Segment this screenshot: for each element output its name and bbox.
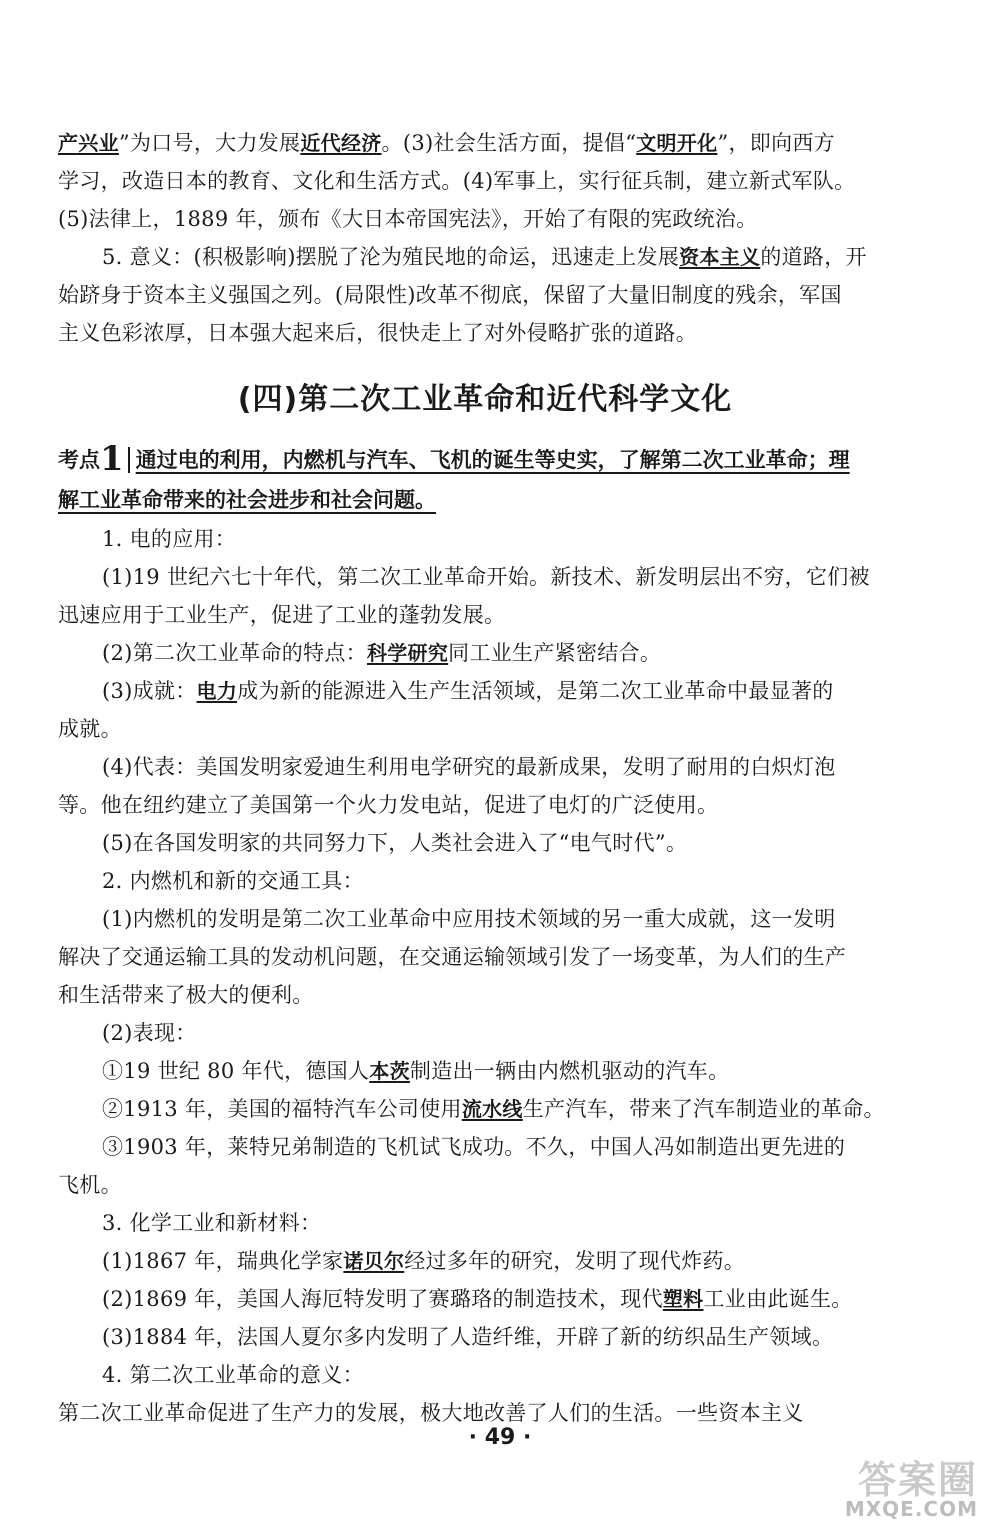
text: 成为新的能源进入生产生活领域，是第二次工业革命中最显著的 bbox=[237, 679, 834, 703]
keyword: 诺贝尔 bbox=[343, 1249, 405, 1273]
paragraph-line: 主义色彩浓厚，日本强大起来后，很快走上了对外侵略扩张的道路。 bbox=[58, 321, 697, 345]
kaodian-number: 1 bbox=[100, 439, 124, 479]
paragraph-line bbox=[58, 672, 912, 710]
text: ②1913 年，美国的福特汽车公司使用 bbox=[102, 1097, 462, 1121]
page-number: · 49 · bbox=[468, 1425, 532, 1450]
paragraph-line: 迅速应用于工业生产，促进了工业的蓬勃发展。 bbox=[58, 603, 506, 627]
heading-significance: 4. 第二次工业革命的意义： bbox=[102, 1363, 364, 1387]
text: (3)成就： bbox=[102, 679, 197, 703]
section-title: (四)第二次工业革命和近代科学文化 bbox=[237, 382, 733, 417]
kaodian-divider bbox=[128, 447, 130, 473]
paragraph-line: (5)法律上，1889 年，颁布《大日本帝国宪法》，开始了有限的宪政统治。 bbox=[58, 207, 758, 231]
heading-chemistry: 3. 化学工业和新材料： bbox=[102, 1211, 322, 1235]
paragraph-line bbox=[58, 124, 912, 162]
text: 。(3)社会生活方面，提倡“ bbox=[381, 131, 637, 155]
text: ”为口号，大力发展 bbox=[118, 131, 301, 155]
paragraph-line: 成就。 bbox=[58, 717, 122, 741]
text: (2)第二次工业革命的特点： bbox=[102, 641, 367, 665]
paragraph-line bbox=[58, 634, 912, 672]
keyword: 文明开化 bbox=[636, 131, 718, 155]
paragraph-line: (5)在各国发明家的共同努力下，人类社会进入了“电气时代”。 bbox=[102, 831, 688, 855]
kaodian-badge bbox=[58, 440, 130, 480]
keyword: 科学研究 bbox=[366, 641, 449, 665]
paragraph-line: (1)19 世纪六七十年代，第二次工业革命开始。新技术、新发明层出不穷，它们被 bbox=[102, 565, 870, 589]
keyword: 产兴业 bbox=[58, 131, 119, 155]
watermark-text: 答案圈 bbox=[857, 1458, 978, 1502]
text: 同工业生产紧密结合。 bbox=[448, 641, 662, 665]
text: 制造出一辆由内燃机驱动的汽车。 bbox=[409, 1059, 730, 1083]
keyword: 塑料 bbox=[662, 1287, 704, 1311]
keyword: 近代经济 bbox=[300, 131, 382, 155]
text: 经过多年的研究，发明了现代炸药。 bbox=[404, 1249, 746, 1273]
kaodian-heading bbox=[58, 440, 912, 480]
keyword: 本茨 bbox=[369, 1059, 410, 1083]
paragraph-line: 飞机。 bbox=[58, 1173, 122, 1197]
watermark-logo bbox=[836, 1449, 986, 1521]
paragraph-line: 和生活带来了极大的便利。 bbox=[58, 983, 314, 1007]
text: (2)1869 年，美国人海厄特发明了赛璐珞的制造技术，现代 bbox=[102, 1287, 663, 1311]
kaodian-label: 考点 bbox=[58, 448, 100, 472]
heading-electricity: 1. 电的应用： bbox=[102, 527, 237, 551]
text: 工业由此诞生。 bbox=[703, 1287, 853, 1311]
keyword: 电力 bbox=[196, 679, 238, 703]
paragraph-line bbox=[58, 1052, 912, 1090]
paragraph-line: (4)代表：美国发明家爱迪生利用电学研究的最新成果，发明了耐用的白炽灯泡 bbox=[102, 755, 836, 779]
paragraph-line: (1)内燃机的发明是第二次工业革命中应用技术领域的另一重大成就，这一发明 bbox=[102, 907, 836, 931]
text: 5. 意义：(积极影响)摆脱了沦为殖民地的命运，迅速走上发展 bbox=[102, 245, 680, 269]
text: 生产汽车，带来了汽车制造业的革命。 bbox=[522, 1097, 885, 1121]
heading-engine: 2. 内燃机和新的交通工具： bbox=[102, 869, 364, 893]
kaodian-text: 通过电的利用，内燃机与汽车、飞机的诞生等史实，了解第二次工业革命；理 bbox=[135, 448, 850, 472]
text: ①19 世纪 80 年代，德国人 bbox=[102, 1059, 370, 1083]
paragraph-line bbox=[58, 1242, 912, 1280]
paragraph-line: (3)1884 年，法国人夏尔多内发明了人造纤维，开辟了新的纺织品生产领域。 bbox=[102, 1325, 834, 1349]
paragraph-line bbox=[58, 1090, 912, 1128]
paragraph-line: 始跻身于资本主义强国之列。(局限性)改革不彻底，保留了大量旧制度的残余，军国 bbox=[58, 283, 842, 307]
kaodian-text-continued: 解工业革命带来的社会进步和社会问题。 bbox=[58, 488, 436, 512]
paragraph-line: 等。他在纽约建立了美国第一个火力发电站，促进了电灯的广泛使用。 bbox=[58, 793, 719, 817]
paragraph-line bbox=[58, 238, 912, 276]
paragraph-line: 第二次工业革命促进了生产力的发展，极大地改善了人们的生活。一些资本主义 bbox=[58, 1401, 804, 1425]
paragraph-line: 解决了交通运输工具的发动机问题，在交通运输领域引发了一场变革，为人们的生产 bbox=[58, 945, 847, 969]
keyword: 流水线 bbox=[461, 1097, 523, 1121]
keyword: 资本主义 bbox=[679, 245, 761, 269]
paragraph-line: 学习，改造日本的教育、文化和生活方式。(4)军事上，实行征兵制，建立新式军队。 bbox=[58, 169, 856, 193]
paragraph-line: ③1903 年，莱特兄弟制造的飞机试飞成功。不久，中国人冯如制造出更先进的 bbox=[102, 1135, 846, 1159]
text: ”，即向西方 bbox=[717, 131, 835, 155]
text: 的道路，开 bbox=[760, 245, 867, 269]
page-content bbox=[58, 124, 912, 1432]
paragraph-line bbox=[58, 1280, 912, 1318]
watermark-url: MXQE.COM bbox=[844, 1497, 978, 1521]
paragraph-line: (2)表现： bbox=[102, 1021, 197, 1045]
text: (1)1867 年，瑞典化学家 bbox=[102, 1249, 344, 1273]
